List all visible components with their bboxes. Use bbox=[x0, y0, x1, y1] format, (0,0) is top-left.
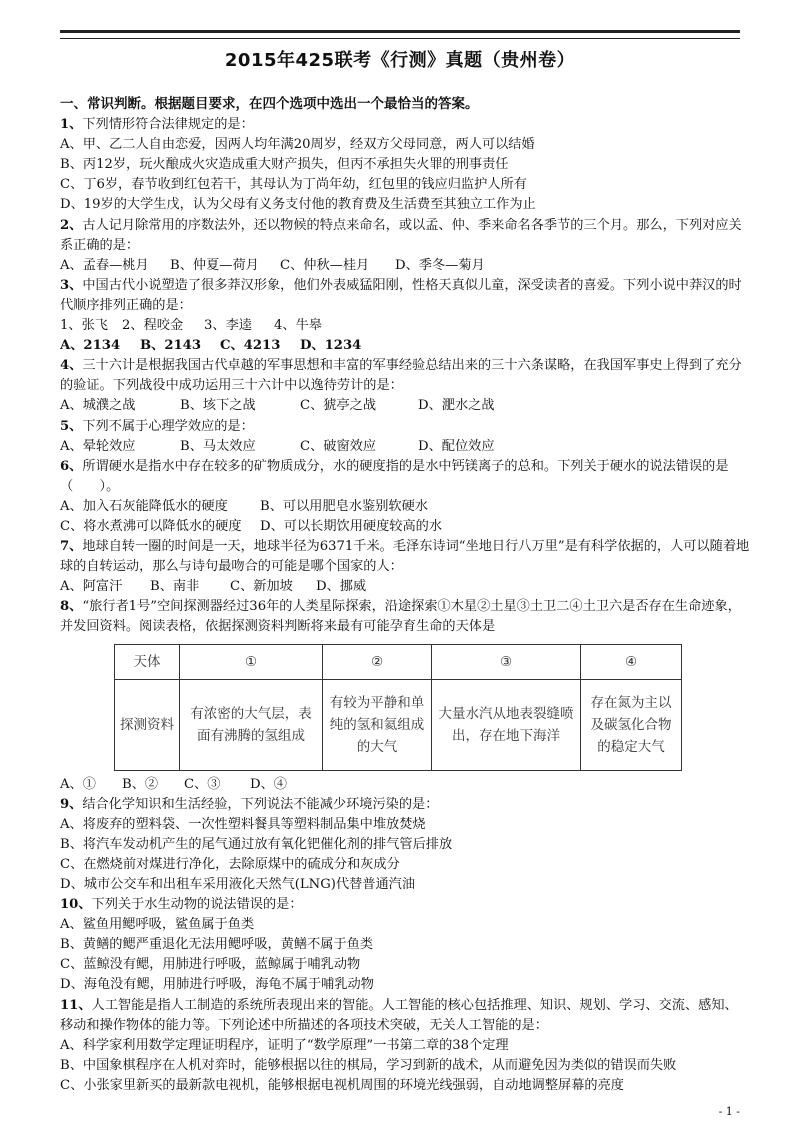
top-rule-thick bbox=[60, 30, 740, 33]
list-item: 2、程咬金 bbox=[122, 318, 184, 334]
option: C、蓝鲸没有鳃，用肺进行呼吸，蓝鲸属于哺乳动物 bbox=[60, 957, 361, 973]
question-number: 10、 bbox=[60, 897, 92, 913]
page-title: 2015年425联考《行测》真题（贵州卷） bbox=[224, 50, 576, 71]
document-body bbox=[60, 94, 750, 1096]
question-11 bbox=[60, 996, 750, 1036]
table-row-label: 探测资料 bbox=[115, 679, 180, 770]
question-7 bbox=[60, 537, 750, 577]
table-header-cell: ① bbox=[180, 644, 323, 679]
option: D、季冬—菊月 bbox=[395, 257, 485, 273]
question-number: 8、 bbox=[60, 599, 83, 615]
option: B、南非 bbox=[150, 579, 200, 595]
option: C、猇亭之战 bbox=[300, 398, 377, 414]
question-stem: 下列关于水生动物的说法错误的是： bbox=[91, 897, 303, 913]
top-rule-thin bbox=[60, 38, 740, 39]
question-6 bbox=[60, 457, 750, 497]
option: A、科学家利用数学定理证明程序，证明了“数学原理”一书第二章的38个定理 bbox=[60, 1037, 509, 1053]
option-row bbox=[60, 775, 750, 795]
question-number: 4、 bbox=[60, 358, 83, 374]
table-cell: 大量水汽从地表裂缝喷出，存在地下海洋 bbox=[432, 679, 581, 770]
option-row bbox=[60, 577, 750, 597]
option: B、2143 bbox=[140, 338, 202, 354]
question-5 bbox=[60, 417, 750, 437]
option: C、③ bbox=[184, 776, 221, 792]
question-number: 1、 bbox=[60, 117, 83, 133]
question-stem: 人工智能是指人工制造的系统所表现出来的智能。人工智能的核心包括推理、知识、规划、学习、交流、感知、移动和操作物体的能力等。下列论述中所描述的各项技术突破，无关人工智能的是： bbox=[60, 997, 738, 1033]
option: C、在燃烧前对煤进行净化，去除原煤中的硫成分和灰成分 bbox=[60, 856, 400, 872]
question-number: 6、 bbox=[60, 458, 83, 474]
option: A、2134 bbox=[60, 338, 121, 354]
option: C、将水煮沸可以降低水的硬度 bbox=[60, 518, 242, 534]
question-4 bbox=[60, 356, 750, 396]
item-row bbox=[60, 316, 750, 336]
probe-data-table bbox=[114, 644, 682, 771]
question-stem: 结合化学知识和生活经验，下列说法不能减少环境污染的是： bbox=[82, 796, 439, 812]
option: B、黄鳝的鳃严重退化无法用鳃呼吸，黄鳝不属于鱼类 bbox=[60, 937, 374, 953]
question-stem: 地球自转一圈的时间是一天，地球半径为6371千米。毛泽东诗词“坐地日行八万里”是有科学依据的，人可以随着地球的自转运动，那么与诗句最吻合的可能是哪个国家的人： bbox=[60, 539, 750, 575]
list-item: 3、李逵 bbox=[204, 318, 252, 334]
option-row bbox=[60, 256, 750, 276]
question-number: 11、 bbox=[60, 997, 92, 1013]
table-header-cell: ④ bbox=[581, 644, 682, 679]
question-1 bbox=[60, 115, 750, 135]
question-number: 9、 bbox=[60, 796, 83, 812]
option: A、晕轮效应 bbox=[60, 438, 136, 454]
option: D、配位效应 bbox=[418, 438, 495, 454]
option: C、新加坡 bbox=[230, 579, 293, 595]
option: C、小张家里新买的最新款电视机，能够根据电视机周围的环境光线强弱，自动地调整屏幕的亮度 bbox=[60, 1077, 624, 1093]
table-cell: 存在氮为主以及碳氢化合物的稳定大气 bbox=[581, 679, 682, 770]
question-number: 2、 bbox=[60, 217, 83, 233]
list-item: 1、张飞 bbox=[60, 318, 108, 334]
option: D、挪威 bbox=[316, 579, 367, 595]
question-number: 7、 bbox=[60, 539, 83, 555]
question-number: 5、 bbox=[60, 418, 83, 434]
question-3 bbox=[60, 276, 750, 316]
option: A、孟春—桃月 bbox=[60, 257, 149, 273]
table-cell: 有较为平静和单纯的氢和氦组成的大气 bbox=[323, 679, 432, 770]
question-8 bbox=[60, 597, 750, 637]
option: A、① bbox=[60, 776, 96, 792]
table-row bbox=[115, 679, 682, 770]
option: B、丙12岁，玩火酿成火灾造成重大财产损失，但丙不承担失火罪的刑事责任 bbox=[60, 157, 509, 173]
option: A、甲、乙二人自由恋爱，因两人均年满20周岁，经双方父母同意，两人可以结婚 bbox=[60, 137, 535, 153]
option: D、可以长期饮用硬度较高的水 bbox=[260, 518, 443, 534]
option: B、马太效应 bbox=[180, 438, 256, 454]
option: B、② bbox=[122, 776, 159, 792]
question-9 bbox=[60, 795, 750, 815]
list-item: 4、牛皋 bbox=[274, 318, 322, 334]
option: B、仲夏—荷月 bbox=[170, 257, 259, 273]
table-header-cell: ② bbox=[323, 644, 432, 679]
option-row bbox=[60, 497, 750, 517]
option: A、鲨鱼用鳃呼吸，鲨鱼属于鱼类 bbox=[60, 917, 255, 933]
option-row bbox=[60, 336, 750, 356]
table-header-cell: 天体 bbox=[115, 644, 180, 679]
option: A、加入石灰能降低水的硬度 bbox=[60, 498, 228, 514]
question-2 bbox=[60, 216, 750, 256]
option: D、淝水之战 bbox=[418, 398, 495, 414]
table-header-cell: ③ bbox=[432, 644, 581, 679]
option: B、垓下之战 bbox=[180, 398, 256, 414]
option: A、城濮之战 bbox=[60, 398, 136, 414]
question-stem: 所谓硬水是指水中存在较多的矿物质成分，水的硬度指的是水中钙镁离子的总和。下列关于硬水的说法错误的是（ ）。 bbox=[60, 458, 729, 494]
question-10 bbox=[60, 895, 750, 915]
option: D、海龟没有鳃，用肺进行呼吸，海龟不属于哺乳动物 bbox=[60, 977, 374, 993]
option: A、将废弃的塑料袋、一次性塑料餐具等塑料制品集中堆放焚烧 bbox=[60, 816, 426, 832]
table-cell: 有浓密的大气层，表面有沸腾的氢组成 bbox=[180, 679, 323, 770]
option: C、仲秋—桂月 bbox=[280, 257, 370, 273]
option: D、城市公交车和出租车采用液化天然气(LNG)代替普通汽油 bbox=[60, 877, 416, 892]
question-stem: 下列不属于心理学效应的是： bbox=[82, 418, 254, 434]
page-number: - 1 - bbox=[718, 1105, 740, 1118]
question-number: 3、 bbox=[60, 277, 83, 293]
option: D、1234 bbox=[300, 338, 362, 354]
question-stem: “旅行者1号”空间探测器经过36年的人类星际探索，沿途探索①木星②土星③土卫二④土卫六是否存在生命迹象，并发回资料。阅读表格，依据探测资料判断将来最有可能孕育生命的天体是 bbox=[60, 599, 741, 635]
option-row bbox=[60, 396, 750, 416]
question-stem: 古人记月除常用的序数法外，还以物候的特点来命名，或以孟、仲、季来命名各季节的三个月。那么，下列对应关系正确的是： bbox=[60, 217, 742, 253]
question-stem: 三十六计是根据我国古代卓越的军事思想和丰富的军事经验总结出来的三十六条谋略，在我国军事史上得到了充分的验证。下列战役中成功运用三十六计中以逸待劳计的是： bbox=[60, 358, 742, 394]
option: B、可以用肥皂水鉴别软硬水 bbox=[260, 498, 428, 514]
option: A、阿富汗 bbox=[60, 579, 123, 595]
option: D、④ bbox=[250, 776, 287, 792]
section-heading: 一、常识判断。根据题目要求，在四个选项中选出一个最恰当的答案。 bbox=[60, 96, 479, 112]
question-stem: 中国古代小说塑造了很多莽汉形象，他们外表威猛阳刚，性格天真似儿童，深受读者的喜爱。下列小说中莽汉的时代顺序排列正确的是： bbox=[60, 277, 742, 313]
option: B、中国象棋程序在人机对弈时，能够根据以往的棋局，学习到新的战术，从而避免因为类似的错误而失败 bbox=[60, 1057, 677, 1073]
option: C、丁6岁，春节收到红包若干，其母认为丁尚年幼，红包里的钱应归监护人所有 bbox=[60, 177, 527, 193]
option: C、4213 bbox=[220, 338, 281, 354]
option-row bbox=[60, 517, 750, 537]
option-row bbox=[60, 437, 750, 457]
question-stem: 下列情形符合法律规定的是： bbox=[82, 117, 254, 133]
option: D、19岁的大学生戊，认为父母有义务支付他的教育费及生活费至其独立工作为止 bbox=[60, 197, 536, 213]
option: C、破窗效应 bbox=[300, 438, 377, 454]
table-header-row bbox=[115, 644, 682, 679]
option: B、将汽车发动机产生的尾气通过放有氧化钯催化剂的排气管后排放 bbox=[60, 836, 453, 852]
